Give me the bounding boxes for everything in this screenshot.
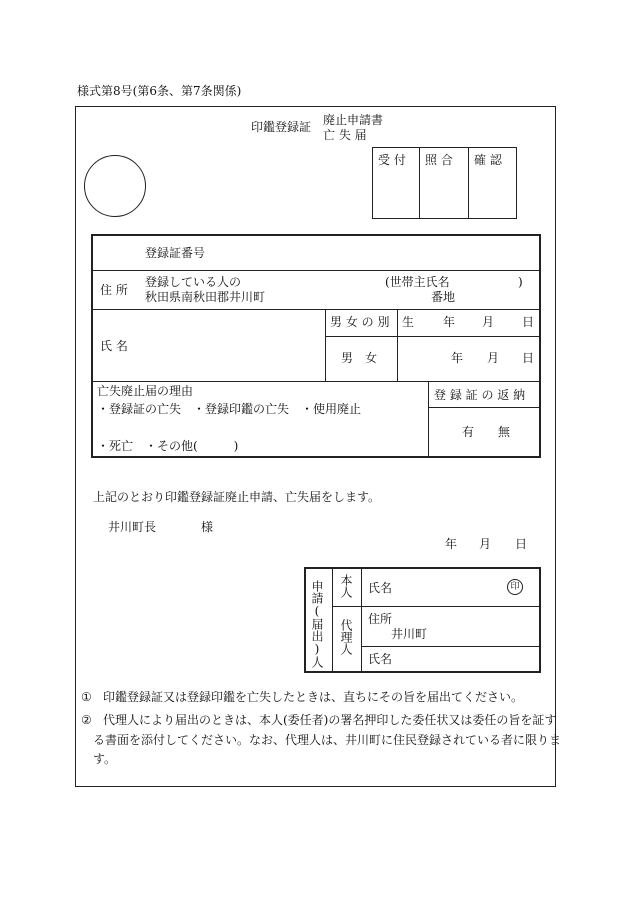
name-label: 氏 名 — [100, 339, 128, 353]
seal-circle — [84, 155, 146, 217]
banchi: 番地 — [431, 290, 456, 304]
statement: 上記のとおり印鑑登録証廃止申請、亡失届をします。 — [93, 490, 381, 504]
date-line-month: 月 — [479, 537, 492, 551]
birth-year: 年 — [443, 315, 456, 329]
stamp-kakunin: 確 認 — [474, 153, 502, 167]
return-value: 有 無 — [462, 425, 511, 439]
note-1-mark: ① — [81, 690, 92, 704]
note-2-line3: す。 — [93, 752, 117, 766]
birth-day: 日 — [522, 315, 535, 329]
date-line-year: 年 — [445, 537, 458, 551]
reason-items-2: ・死亡 ・その他( ) — [97, 439, 239, 453]
date-day: 日 — [522, 351, 535, 365]
proxy-address-town: 井川町 — [391, 627, 428, 641]
addressee-sama: 様 — [201, 520, 214, 534]
reason-label: 亡失廃止届の理由 — [97, 384, 194, 398]
birth-label: 生 — [402, 315, 415, 329]
stamp-shougou: 照 合 — [425, 153, 453, 167]
reg-number-label: 登録証番号 — [145, 246, 206, 260]
note-2-line2: る書面を添付してください。なお、代理人は、井川町に住民登録されている者に限りま — [93, 733, 562, 747]
self-name-label: 氏名 — [368, 581, 393, 595]
seal-mark: 印 — [507, 579, 523, 595]
applicant-outer-label: 申請(届出)人 — [310, 580, 324, 668]
note-2-mark: ② — [81, 713, 92, 727]
proxy-name-label: 氏名 — [368, 652, 393, 666]
date-month: 月 — [487, 351, 500, 365]
return-label: 登 録 証 の 返 納 — [434, 388, 526, 402]
date-year: 年 — [451, 351, 464, 365]
addressee-name: 井川町長 — [108, 520, 157, 534]
applicant-self-label: 本人 — [339, 574, 353, 598]
proxy-address-label: 住所 — [368, 612, 393, 626]
title-lower: 亡 失 届 — [323, 128, 367, 142]
note-2-line1: 代理人により届出のときは、本人(委任者)の署名押印した委任状又は委任の旨を証す — [103, 713, 557, 727]
title-main: 印鑑登録証 — [251, 120, 312, 134]
date-line-day: 日 — [515, 537, 528, 551]
form-number: 様式第8号(第6条、第7条関係) — [77, 84, 242, 98]
household-head: (世帯主氏名 — [385, 275, 450, 289]
applicant-proxy-label: 代理人 — [339, 619, 353, 655]
stamp-uketsuke: 受 付 — [378, 153, 406, 167]
male-female: 男 女 — [341, 351, 378, 365]
birth-month: 月 — [482, 315, 495, 329]
household-close: ) — [518, 275, 523, 289]
address-town: 秋田県南秋田郡井川町 — [145, 290, 266, 304]
sex-label: 男 女 の 別 — [330, 315, 390, 329]
address-label: 住 所 — [100, 283, 128, 297]
note-1-text: 印鑑登録証又は登録印鑑を亡失したときは、直ちにその旨を届出てください。 — [103, 690, 524, 704]
address-sub: 登録している人の — [145, 275, 242, 289]
title-upper: 廃止申請書 — [323, 113, 384, 127]
reason-items-1: ・登録証の亡失 ・登録印鑑の亡失 ・使用廃止 — [97, 402, 362, 416]
